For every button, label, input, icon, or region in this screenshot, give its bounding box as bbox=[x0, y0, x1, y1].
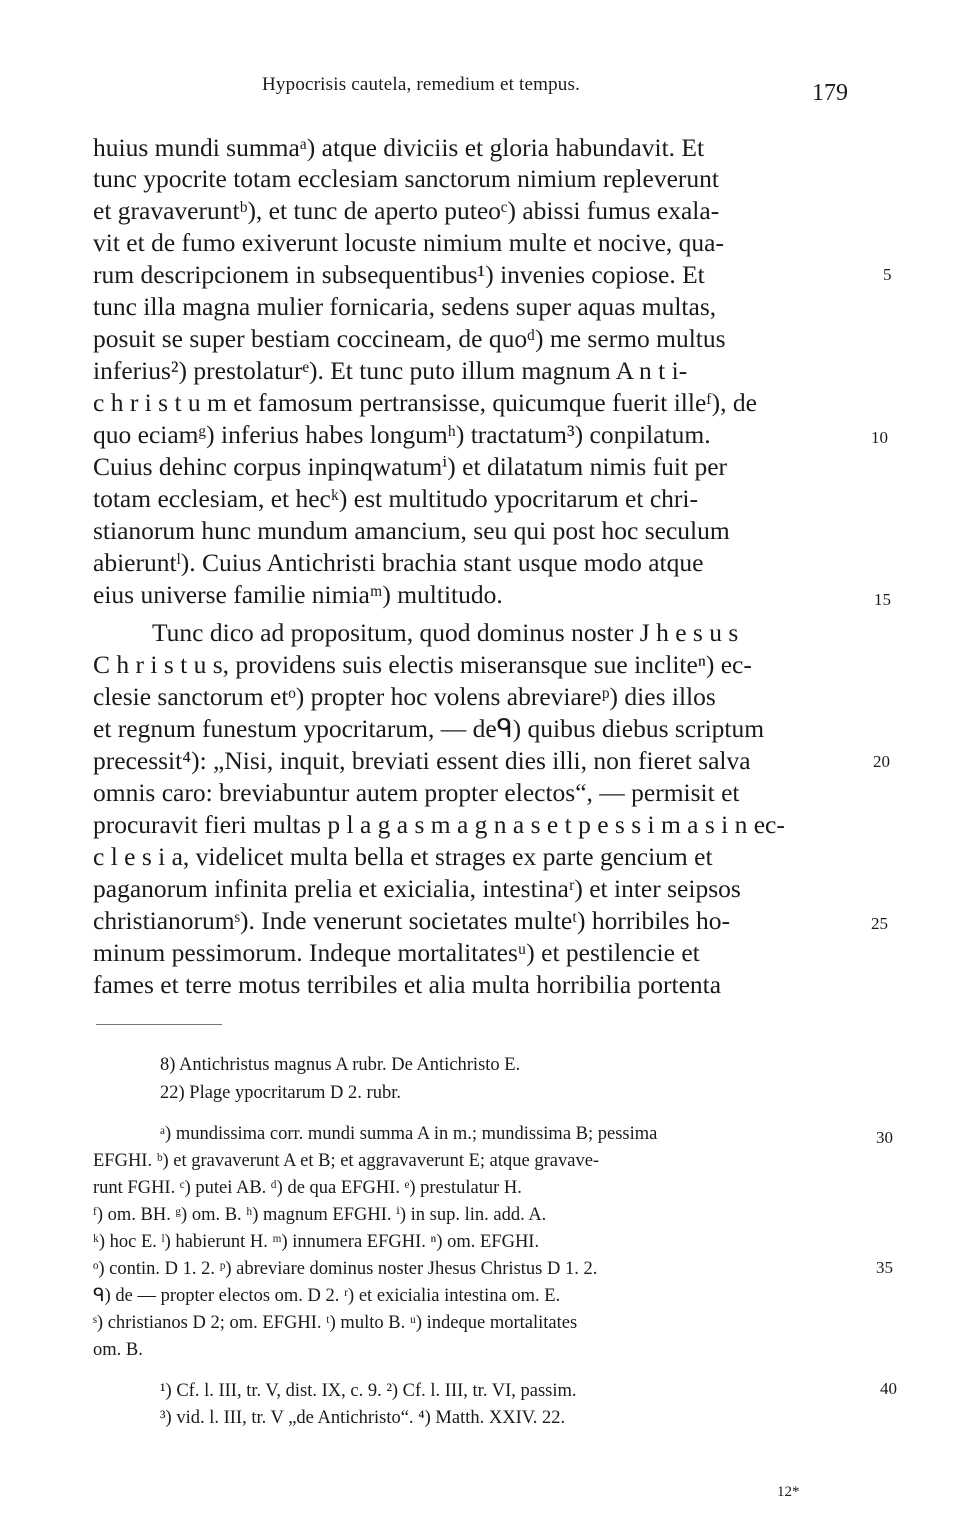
apparatus-note: runt FGHI. ᶜ) putei AB. ᵈ) de qua EFGHI. ᵉ) prestulatur H. bbox=[93, 1178, 522, 1198]
apparatus-note: om. B. bbox=[93, 1340, 143, 1360]
body-line: rum descripcionem in subsequentibus¹) invenies copiose. Et bbox=[93, 260, 705, 289]
body-line: et gravaveruntᵇ), et tunc de aperto puteoᶜ) abissi fumus exala- bbox=[93, 196, 720, 225]
body-line: omnis caro: breviabuntur autem propter electos“, — permisit et bbox=[93, 778, 740, 807]
body-line: christianorumˢ). Inde venerunt societates multeᵗ) horribiles ho- bbox=[93, 906, 730, 935]
running-title: Hypocrisis cautela, remedium et tempus. bbox=[262, 74, 581, 95]
source-note: ¹) Cf. l. III, tr. V, dist. IX, c. 9. ²) Cf. l. III, tr. VI, passim. bbox=[160, 1381, 577, 1401]
body-line: huius mundi summaᵃ) atque diviciis et gloria habundavit. Et bbox=[93, 133, 705, 162]
body-line: c h r i s t u m et famosum pertransisse, quicumque fuerit illeᶠ), de bbox=[93, 388, 757, 417]
body-line: inferius²) prestolaturᵉ). Et tunc puto illum magnum A n t i- bbox=[93, 356, 688, 385]
body-line: abieruntˡ). Cuius Antichristi brachia stant usque modo atque bbox=[93, 548, 704, 577]
apparatus-note: EFGHI. ᵇ) et gravaverunt A et B; et aggravaverunt E; atque gravave- bbox=[93, 1151, 600, 1171]
line-number: 10 bbox=[871, 428, 888, 447]
body-line: quo eciamᵍ) inferius habes longumʰ) tractatum³) conpilatum. bbox=[93, 420, 711, 449]
body-line: posuit se super bestiam coccineam, de quoᵈ) me sermo multus bbox=[93, 324, 726, 353]
body-line: stianorum hunc mundum amancium, seu qui post hoc seculum bbox=[93, 516, 730, 545]
line-number: 25 bbox=[871, 914, 888, 933]
source-note: ³) vid. l. III, tr. V „de Antichristo“. ⁴) Matth. XXIV. 22. bbox=[160, 1408, 566, 1428]
body-line: Cuius dehinc corpus inpinqwatumⁱ) et dilatatum nimis fuit per bbox=[93, 452, 728, 481]
body-line: tunc illa magna mulier fornicaria, sedens super aquas multas, bbox=[93, 292, 717, 321]
body-line: tunc ypocrite totam ecclesiam sanctorum nimium repleverunt bbox=[93, 164, 719, 193]
apparatus-note: ᑫ) de — propter electos om. D 2. ʳ) et exicialia intestina om. E. bbox=[93, 1286, 561, 1306]
line-number: 20 bbox=[873, 752, 890, 771]
body-line: C h r i s t u s, providens suis electis miseransque sue incliteⁿ) ec- bbox=[93, 650, 752, 679]
apparatus-note: ᵒ) contin. D 1. 2. ᵖ) abreviare dominus noster Jhesus Christus D 1. 2. bbox=[93, 1259, 598, 1279]
body-line: eius universe familie nimiaᵐ) multitudo. bbox=[93, 580, 503, 609]
footnote-separator bbox=[96, 1024, 222, 1025]
line-number: 15 bbox=[874, 590, 891, 609]
apparatus-note: ᶠ) om. BH. ᵍ) om. B. ʰ) magnum EFGHI. ⁱ) in sup. lin. add. A. bbox=[93, 1205, 547, 1225]
apparatus-note: ˢ) christianos D 2; om. EFGHI. ᵗ) multo B. ᵘ) indeque mortalitates bbox=[93, 1313, 578, 1333]
body-line: c l e s i a, videlicet multa bella et strages ex parte gencium et bbox=[93, 842, 713, 871]
body-line: et regnum funestum ypocritarum, — deᑫ) quibus diebus scriptum bbox=[93, 714, 765, 743]
apparatus-note: ᵏ) hoc E. ˡ) habierunt H. ᵐ) innumera EFGHI. ⁿ) om. EFGHI. bbox=[93, 1232, 540, 1252]
body-line: precessit⁴): „Nisi, inquit, breviati essent dies illi, non fieret salva bbox=[93, 746, 751, 775]
body-line: vit et de fumo exiverunt locuste nimium multe et nocive, qua- bbox=[93, 228, 724, 257]
body-line: minum pessimorum. Indeque mortalitatesᵘ) et pestilencie et bbox=[93, 938, 700, 967]
line-number: 35 bbox=[876, 1258, 893, 1277]
body-line: fames et terre motus terribiles et alia multa horribilia portenta bbox=[93, 970, 722, 999]
line-number: 40 bbox=[880, 1379, 897, 1398]
body-line: clesie sanctorum etᵒ) propter hoc volens abreviareᵖ) dies illos bbox=[93, 682, 716, 711]
signature-mark: 12* bbox=[777, 1484, 800, 1500]
rubric-note: 8) Antichristus magnus A rubr. De Antichristo E. bbox=[160, 1055, 521, 1075]
line-number: 5 bbox=[883, 265, 892, 284]
body-line: procuravit fieri multas p l a g a s m a g n a s e t p e s s i m a s i n ec- bbox=[93, 810, 785, 839]
rubric-note: 22) Plage ypocritarum D 2. rubr. bbox=[160, 1083, 401, 1103]
body-line: totam ecclesiam, et hecᵏ) est multitudo ypocritarum et chri- bbox=[93, 484, 698, 513]
paragraph-start-line: Tunc dico ad propositum, quod dominus noster J h e s u s bbox=[152, 618, 739, 647]
body-line: paganorum infinita prelia et exicialia, intestinaʳ) et inter seipsos bbox=[93, 874, 741, 903]
page-number: 179 bbox=[812, 80, 848, 106]
line-number: 30 bbox=[876, 1128, 893, 1147]
apparatus-note: ᵃ) mundissima corr. mundi summa A in m.; mundissima B; pessima bbox=[160, 1124, 658, 1144]
